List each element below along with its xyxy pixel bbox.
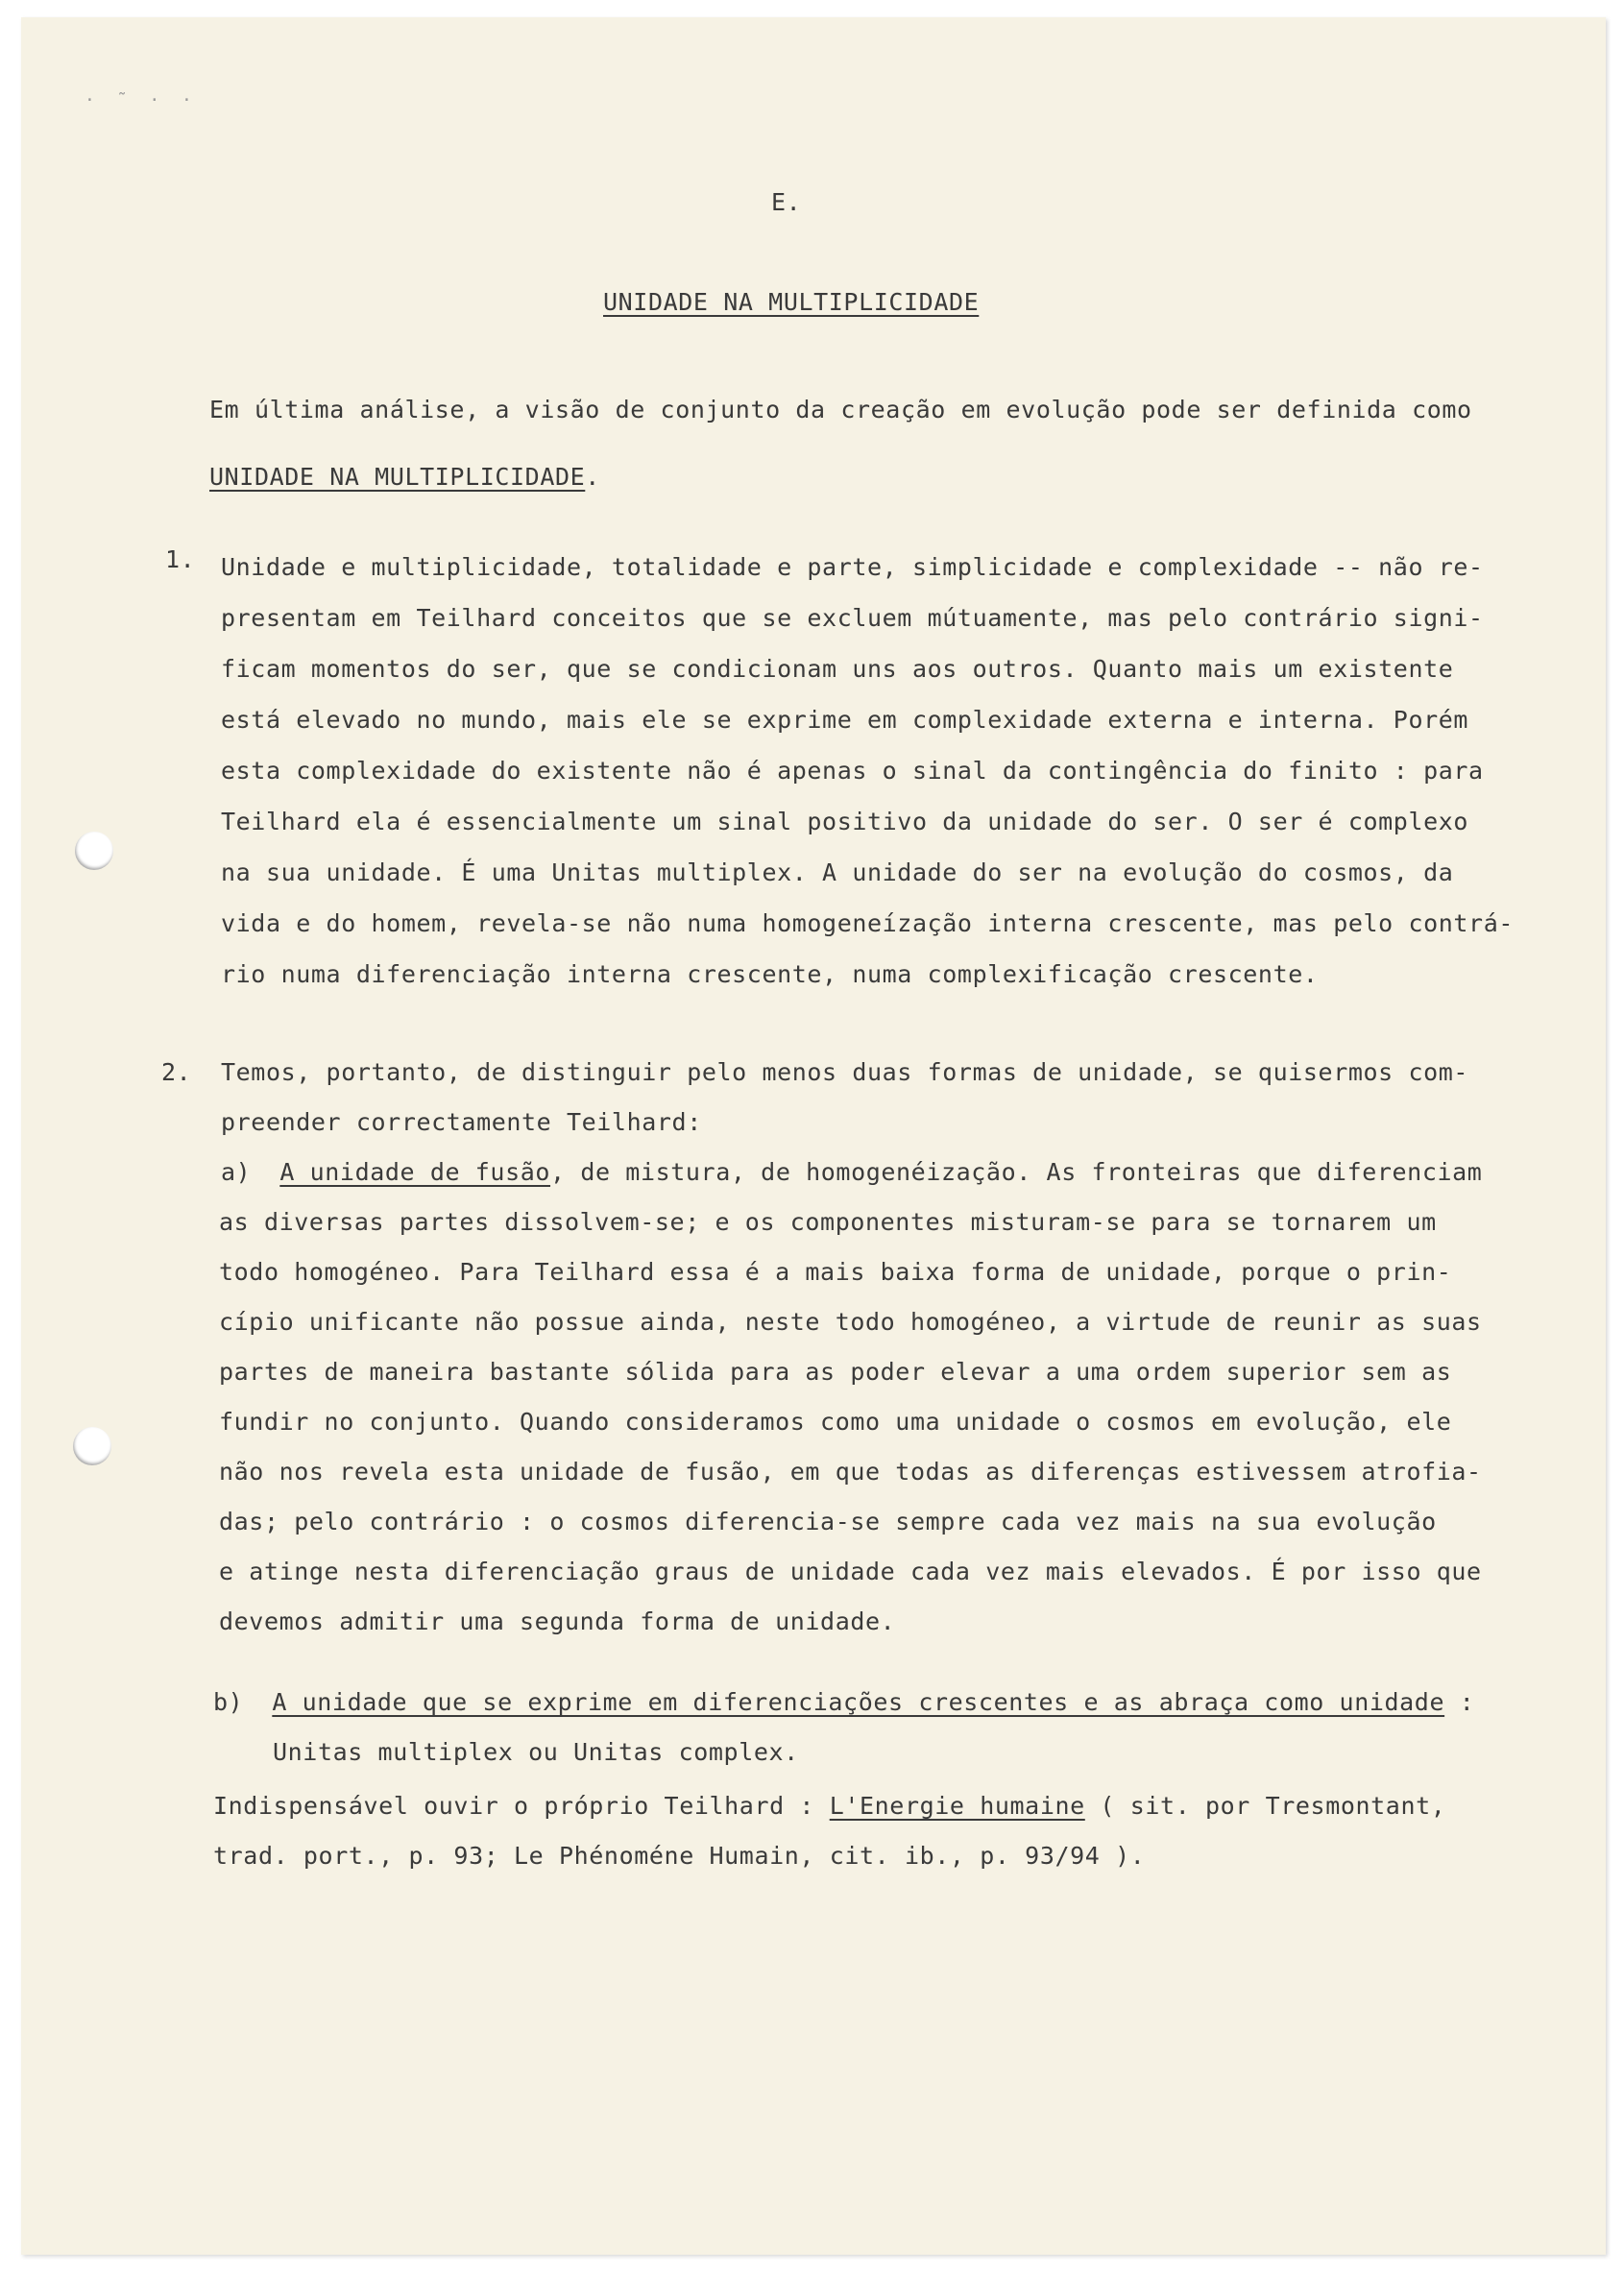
corner-marks: · ˜ · · — [85, 90, 198, 110]
subsection-b-tail: : — [1444, 1688, 1475, 1716]
subsection-a-heading: A unidade de fusão — [279, 1158, 551, 1186]
page-letter: E. — [771, 188, 802, 216]
subsection-b-line-1 — [213, 1686, 1474, 1719]
paragraph-line: todo homogéneo. Para Teilhard essa é a mais baixa forma de unidade, porque o prin- — [219, 1258, 1452, 1286]
punch-hole-top — [75, 832, 113, 870]
intro-term: UNIDADE NA MULTIPLICIDADE — [209, 463, 586, 491]
paragraph-line: devemos admitir uma segunda forma de unidade. — [219, 1607, 896, 1635]
paragraph-line: não nos revela esta unidade de fusão, em que todas as diferenças estivessem atrofia- — [219, 1458, 1482, 1486]
intro-line-2 — [209, 461, 600, 494]
paragraph-line: Teilhard ela é essencialmente um sinal positivo da unidade do ser. O ser é complexo — [221, 808, 1469, 835]
paragraph-line: Temos, portanto, de distinguir pelo menos duas formas de unidade, se quisermos com- — [221, 1058, 1469, 1086]
paragraph-line: e atinge nesta diferenciação graus de unidade cada vez mais elevados. É por isso que — [219, 1558, 1482, 1585]
paragraph-line: cípio unificante não possue ainda, neste todo homogéneo, a virtude de reunir as suas — [219, 1308, 1482, 1336]
section-1-number: 1. — [165, 545, 196, 573]
closing-reference: L'Energie humaine — [829, 1792, 1085, 1820]
subsection-b-line-2: Unitas multiplex ou Unitas complex. — [273, 1738, 799, 1766]
document-page — [21, 17, 1606, 2255]
paragraph-line: esta complexidade do existente não é apenas o sinal da contingência do finito : para — [221, 757, 1484, 785]
paragraph-line: fundir no conjunto. Quando consideramos como uma unidade o cosmos em evolução, ele — [219, 1408, 1452, 1436]
intro-period: . — [585, 463, 600, 491]
paragraph-line: das; pelo contrário : o cosmos diferencia-se sempre cada vez mais na sua evolução — [219, 1508, 1437, 1535]
subsection-b-heading: A unidade que se exprime em diferenciações crescentes e as abraça como unidade — [272, 1688, 1445, 1716]
paragraph-line: ficam momentos do ser, que se condicionam uns aos outros. Quanto mais um existente — [221, 655, 1454, 683]
punch-hole-bottom — [73, 1427, 111, 1465]
subsection-a-tail: , de mistura, de homogenéização. As fronteiras que diferenciam — [550, 1158, 1483, 1186]
intro-line-1: Em última análise, a visão de conjunto da creação em evolução pode ser definida como — [209, 396, 1472, 423]
paragraph-line: na sua unidade. É uma Unitas multiplex. A unidade do ser na evolução do cosmos, da — [221, 858, 1454, 886]
subsection-b-label: b) — [213, 1688, 244, 1716]
section-2-number: 2. — [161, 1058, 192, 1086]
paragraph-line: vida e do homem, revela-se não numa homogeneízação interna crescente, mas pelo contrá- — [221, 909, 1515, 937]
closing-line-2: trad. port., p. 93; Le Phénoméne Humain, cit. ib., p. 93/94 ). — [213, 1842, 1146, 1870]
paragraph-line: as diversas partes dissolvem-se; e os componentes misturam-se para se tornarem um — [219, 1208, 1437, 1236]
paragraph-line: rio numa diferenciação interna crescente, numa complexificação crescente. — [221, 960, 1319, 988]
paragraph-line: partes de maneira bastante sólida para as poder elevar a uma ordem superior sem as — [219, 1358, 1452, 1386]
closing-line-1 — [213, 1790, 1445, 1823]
subsection-a-label: a) — [221, 1158, 252, 1186]
paragraph-line: presentam em Teilhard conceitos que se excluem mútuamente, mas pelo contrário signi- — [221, 604, 1484, 632]
paragraph-line: está elevado no mundo, mais ele se exprime em complexidade externa e interna. Porém — [221, 706, 1469, 734]
subsection-a-line-1 — [221, 1156, 1482, 1189]
closing-intro: Indispensável ouvir o próprio Teilhard : — [213, 1792, 830, 1820]
paragraph-line: preender correctamente Teilhard: — [221, 1108, 702, 1136]
closing-citation: ( sit. por Tresmontant, — [1084, 1792, 1446, 1820]
paragraph-line: Unidade e multiplicidade, totalidade e parte, simplicidade e complexidade -- não re- — [221, 553, 1484, 581]
page-title: UNIDADE NA MULTIPLICIDADE — [603, 288, 980, 316]
